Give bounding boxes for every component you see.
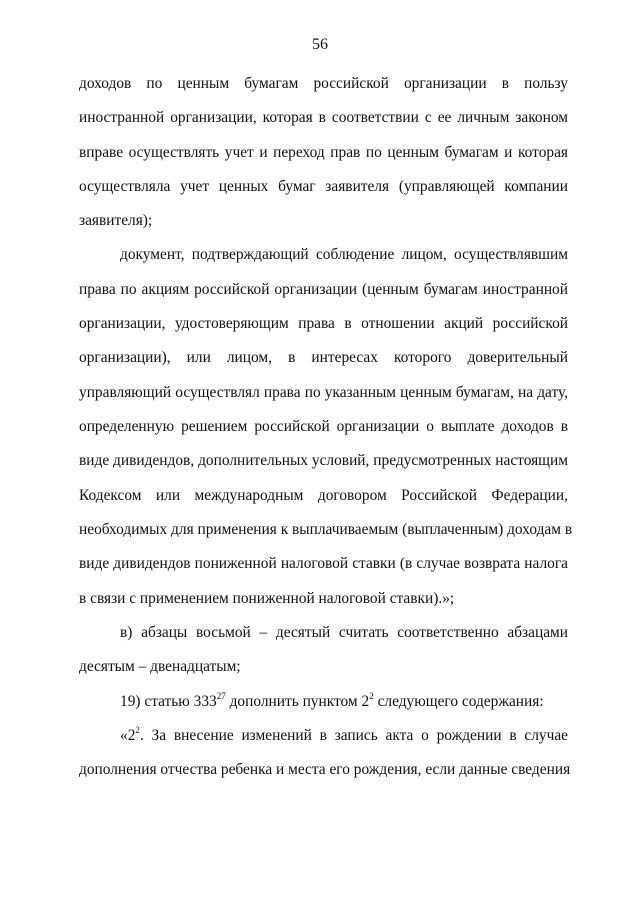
text-line: документ, подтверждающий соблюдение лицом, осуществлявшим bbox=[120, 246, 568, 263]
item-2-2-line bbox=[120, 726, 568, 746]
text-line: дополнения отчества ребенка и места его рождения, если данные сведения bbox=[79, 761, 571, 778]
text-line: в) абзацы восьмой – десятый считать соответственно абзацами bbox=[120, 624, 568, 641]
text-line: необходимых для применения к выплачиваемым (выплаченным) доходам в bbox=[79, 521, 573, 538]
superscript: 2 bbox=[135, 724, 140, 735]
text-line: заявителя); bbox=[79, 212, 153, 229]
item-2-2-text: . За внесение изменений в запись акта о рождении в случае bbox=[139, 727, 568, 744]
text-line: Кодексом или международным договором Российской Федерации, bbox=[79, 487, 568, 504]
page-number: 56 bbox=[312, 36, 328, 53]
text-line: иностранной организации, которая в соответствии с ее личным законом bbox=[79, 109, 568, 126]
text-line: десятым – двенадцатым; bbox=[79, 658, 241, 675]
text-line: организации, удостоверяющим права в отношении акций российской bbox=[79, 315, 568, 332]
text-line: виде дивидендов, дополнительных условий, предусмотренных настоящим bbox=[79, 452, 568, 469]
text-line: определенную решением российской организации о выплате доходов в bbox=[79, 418, 568, 435]
item-19-line bbox=[120, 692, 568, 712]
item-19-text: следующего содержания: bbox=[373, 693, 544, 710]
text-line: организации), или лицом, в интересах которого доверительный bbox=[79, 349, 568, 366]
text-line: доходов по ценным бумагам российской организации в пользу bbox=[79, 75, 568, 92]
item-2-2-text: «2 bbox=[120, 727, 136, 744]
superscript: 2 bbox=[369, 690, 374, 701]
superscript: 27 bbox=[216, 690, 226, 701]
text-line: виде дивидендов пониженной налоговой ставки (в случае возврата налога bbox=[79, 555, 568, 572]
item-19-text: 19) статью 333 bbox=[120, 693, 217, 710]
item-19-text: дополнить пунктом 2 bbox=[225, 693, 370, 710]
text-line: в связи с применением пониженной налоговой ставки).»; bbox=[79, 590, 455, 607]
text-line: вправе осуществлять учет и переход прав по ценным бумагам и которая bbox=[79, 144, 568, 161]
text-line: осуществляла учет ценных бумаг заявителя (управляющей компании bbox=[79, 178, 568, 195]
text-line: права по акциям российской организации (ценным бумагам иностранной bbox=[79, 281, 568, 298]
text-line: управляющий осуществлял права по указанным ценным бумагам, на дату, bbox=[79, 384, 568, 401]
